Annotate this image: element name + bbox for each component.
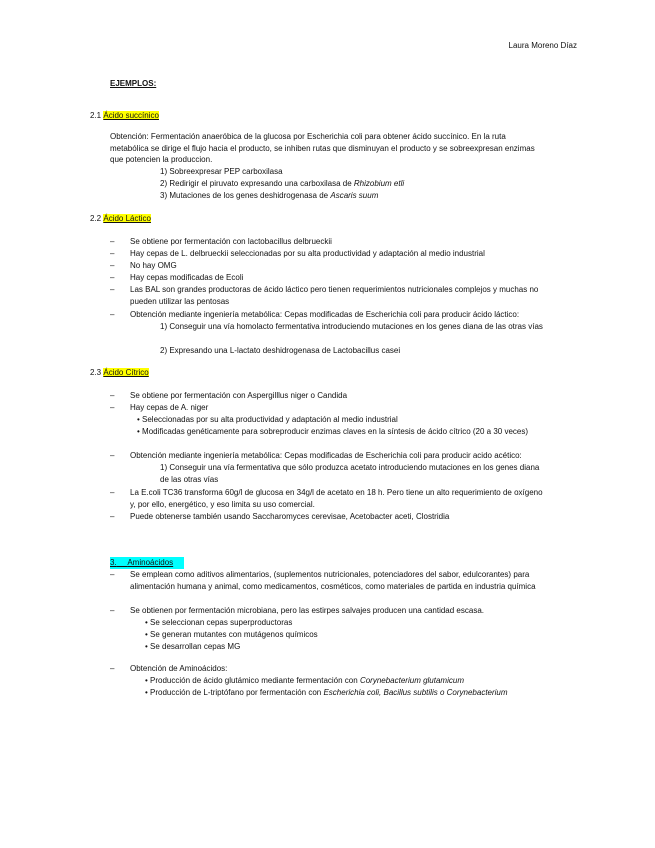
dash-marker: –	[110, 451, 115, 460]
dash-marker: –	[110, 664, 115, 673]
acetic-sub-1: 1) Conseguir una vía fermentativa que sólo produzca acetato introduciendo mutaciones en los genes diana de las otras vías	[160, 463, 540, 484]
amino-obtencion-label: Obtención de Aminoácidos:	[130, 664, 228, 673]
dash-marker: –	[110, 403, 115, 412]
succinic-step-2	[160, 178, 550, 190]
lactic-bullet-5: Las BAL son grandes productoras de ácido láctico pero tienen requerimientos nutricionales complejos y muchas no pueden utilizar las pentosas	[130, 285, 539, 306]
amino-sub-3: • Se desarrollan cepas MG	[145, 642, 241, 651]
section-2-1-heading	[90, 110, 159, 122]
citric-bullet-5: Puede obtenerse también usando Saccharomyces cerevisae, Acetobacter aceti, Clostridia	[130, 512, 450, 521]
dash-marker: –	[110, 391, 115, 400]
section-title: Ácido Láctico	[103, 214, 151, 223]
section-number: 3.	[110, 558, 117, 567]
lactic-bullet-3: No hay OMG	[130, 261, 177, 270]
organism-name: Ascaris suum	[330, 191, 379, 200]
lactic-bullet-6: Obtención mediante ingeniería metabólica: Cepas modificadas de Escherichia coli para producir ácido láctico:	[130, 310, 520, 319]
dash-marker: –	[110, 249, 115, 258]
section-3-heading	[110, 557, 184, 569]
amino-bullet-1: Se emplean como aditivos alimentarios, (suplementos nutricionales, potenciadores del sabor, edulcorantes) para alimentación humana y animal, como medicamentos, cosméticos, como materiales de partida en industria química	[130, 570, 536, 591]
dash-marker: –	[110, 512, 115, 521]
amino-obt-sub-1	[145, 675, 555, 687]
section-title: Ácido succínico	[103, 111, 159, 120]
section-title-block	[110, 557, 184, 569]
lactic-sub-2: 2) Expresando una L-lactato deshidrogenasa de Lactobacillus casei	[160, 346, 401, 355]
obt-text: • Producción de L-triptófano por fermentación con	[145, 688, 322, 697]
citric-bullet-4: La E.coli TC36 transforma 60g/l de glucosa en 34g/l de acetato en 18 h. Pero tiene un alto requerimiento de oxígeno y, por ello, energético, y eso limita su uso comercial.	[130, 488, 543, 509]
section-number: 2.2	[90, 214, 102, 223]
examples-heading: EJEMPLOS:	[110, 79, 157, 88]
section-title: Ácido Cítrico	[103, 368, 149, 377]
organism-name: Rhizobium etli	[353, 179, 405, 188]
amino-obt-sub-2	[145, 687, 555, 699]
dash-marker: –	[110, 310, 115, 319]
amino-bullet-2: Se obtienen por fermentación microbiana, pero las estirpes salvajes producen una cantidad escasa.	[130, 606, 484, 615]
lactic-bullet-2: Hay cepas de L. delbrueckii seleccionadas por su alta productividad y adaptación al medio industrial	[130, 249, 485, 258]
dash-marker: –	[110, 261, 115, 270]
dash-marker: –	[110, 237, 115, 246]
author-name: Laura Moreno Díaz	[508, 41, 577, 50]
step-text: 2) Redirigir el piruvato expresando una carboxilasa de	[160, 179, 352, 188]
dash-marker: –	[110, 606, 115, 615]
section-number: 2.3	[90, 368, 102, 377]
succinic-obtencion: Obtención: Fermentación anaeróbica de la glucosa por Escherichia coli para obtener ácido succínico. En la ruta metabólica se dirige el flujo hacia el producto, se inhiben rutas que disminuyan el producto y se sobreexpresan enzimas que potencien la produccion.	[110, 132, 535, 164]
succinic-step-3	[160, 190, 550, 202]
lactic-bullet-1: Se obtiene por fermentación con lactobacillus delbrueckii	[130, 237, 332, 246]
section-number: 2.1	[90, 111, 102, 120]
section-2-2-heading	[90, 213, 151, 225]
section-2-3-heading	[90, 367, 149, 379]
niger-sub-2: • Modificadas genéticamente para sobreproducir enzimas claves en la síntesis de ácido cítrico (20 a 30 veces)	[137, 427, 528, 436]
organism-name: Corynebacterium glutamicum	[359, 676, 464, 685]
lactic-bullet-4: Hay cepas modificadas de Ecoli	[130, 273, 244, 282]
amino-sub-1: • Se seleccionan cepas superproductoras	[145, 618, 293, 627]
dash-marker: –	[110, 570, 115, 579]
citric-bullet-1: Se obtiene por fermentación con Aspergilllus niger o Candida	[130, 391, 348, 400]
section-title: Aminoácidos	[127, 558, 174, 567]
dash-marker: –	[110, 285, 115, 294]
dash-marker: –	[110, 488, 115, 497]
lactic-sub-1: 1) Conseguir una vía homolacto fermentativa introduciendo mutaciones en los genes diana de las otras vías	[160, 322, 543, 331]
citric-bullet-2: Hay cepas de A. niger	[130, 403, 209, 412]
step-text: 3) Mutaciones de los genes deshidrogenasa de	[160, 191, 329, 200]
amino-sub-2: • Se generan mutantes con mutágenos químicos	[145, 630, 318, 639]
dash-marker: –	[110, 273, 115, 282]
citric-bullet-3: Obtención mediante ingeniería metabólica: Cepas modificadas de Escherichia coli para producir acido acético:	[130, 451, 522, 460]
succinic-step-1: 1) Sobreexpresar PEP carboxilasa	[160, 167, 283, 176]
organism-name: Escherichia coli, Bacillus subtilis o Corynebacterium	[323, 688, 508, 697]
obt-text: • Producción de ácido glutámico mediante fermentación con	[145, 676, 358, 685]
niger-sub-1: • Seleccionadas por su alta productividad y adaptación al medio industrial	[137, 415, 398, 424]
